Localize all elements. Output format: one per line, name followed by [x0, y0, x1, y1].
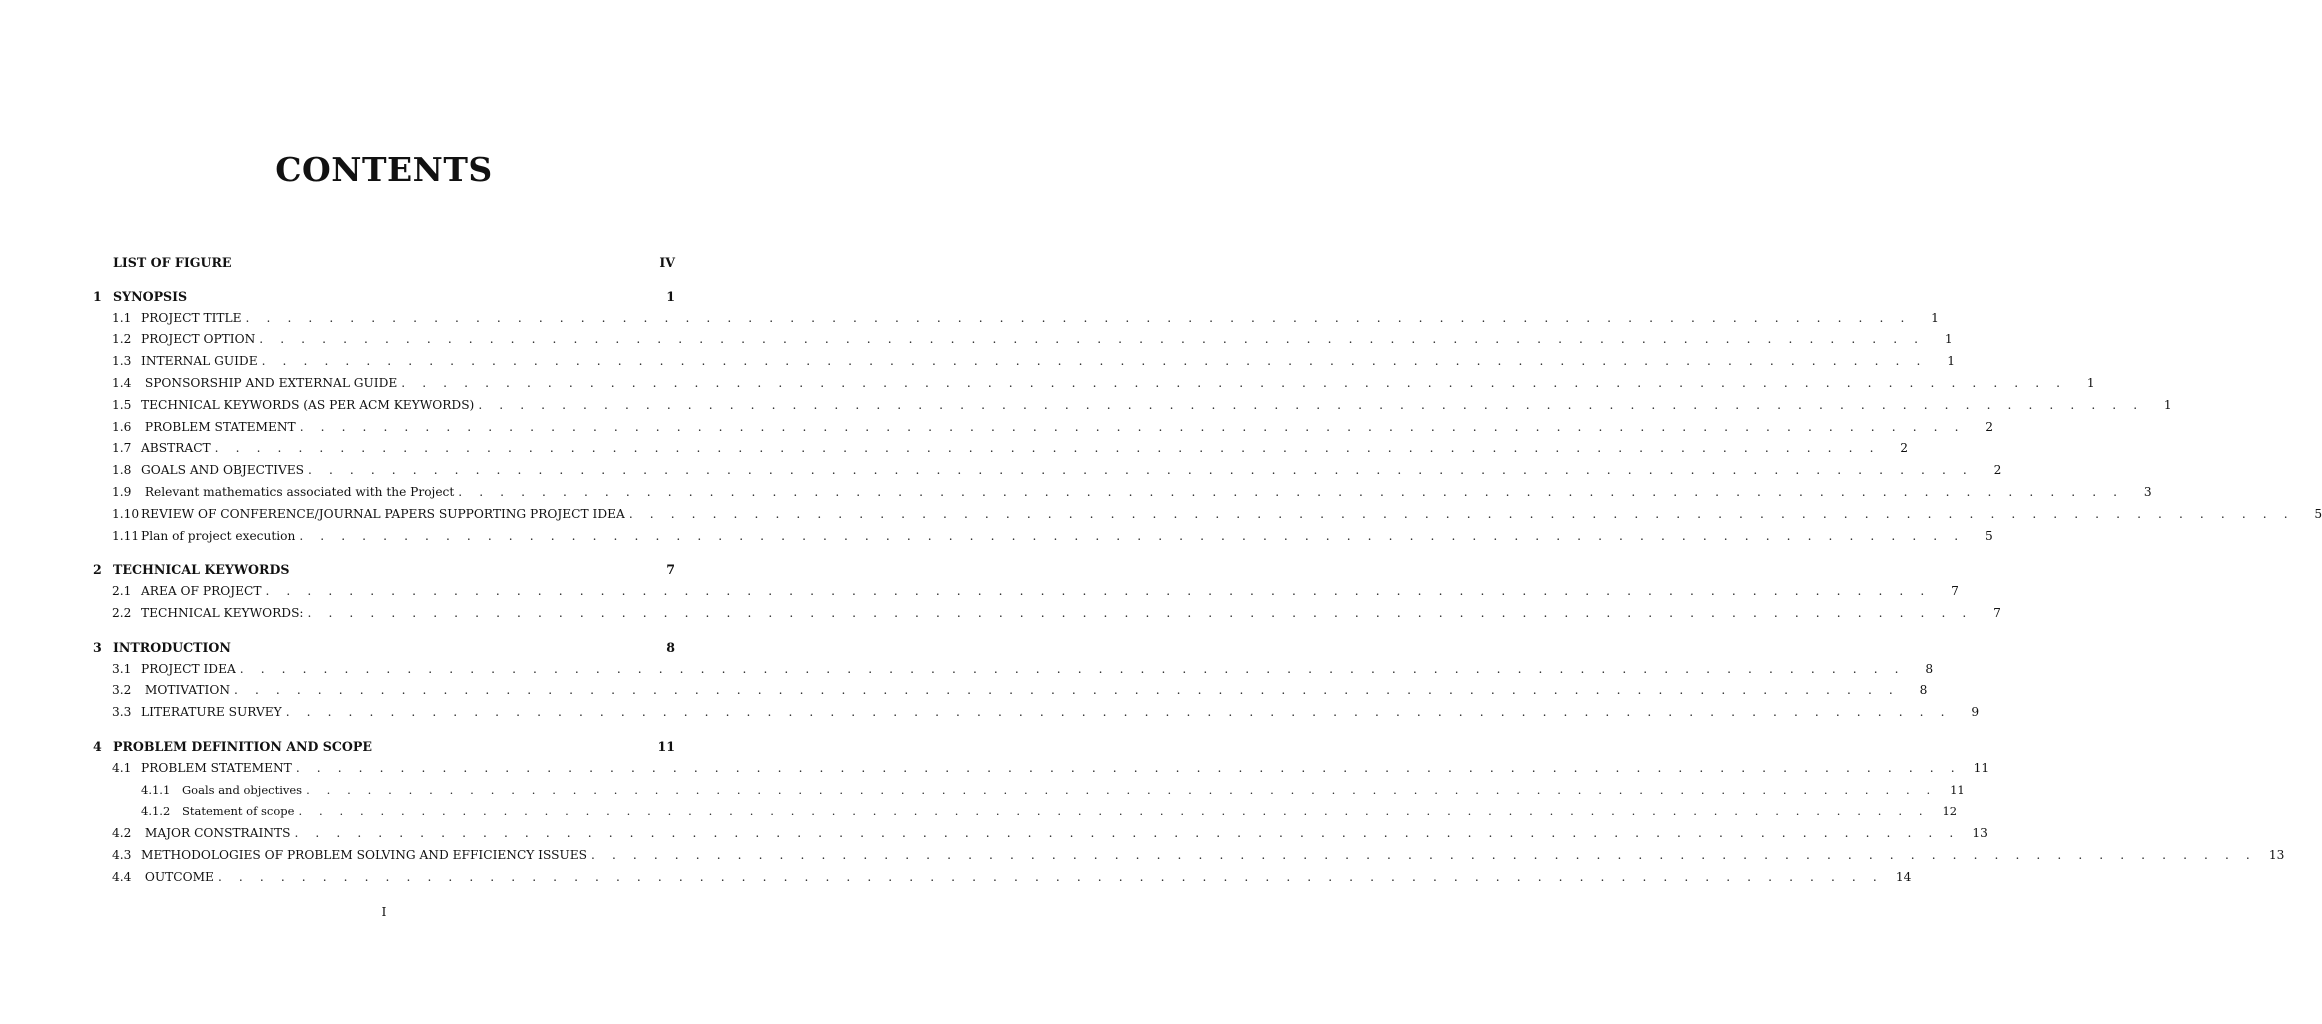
- toc-entry-page: 8: [1925, 661, 1934, 676]
- toc-dot-leader: . . . . . . . . . . . . . . . . . . . . . . . . . . . . . . . . . . . . . . . . . . . . . . . . . . . . . . . . . . . . . . . . . . . . . . . . . . . . . . . .: [299, 528, 1965, 543]
- toc-entry-page: 7: [666, 562, 675, 578]
- toc-entry-number: 1.10: [112, 506, 140, 521]
- toc-entry-page: 1: [1944, 332, 1953, 347]
- toc-entry-section: [93, 526, 1993, 548]
- toc-entry-section: [93, 460, 2002, 482]
- toc-entry-number: 4.1.2: [141, 804, 171, 819]
- toc-entry-title: REVIEW OF CONFERENCE/JOURNAL PAPERS SUPPORTING PROJECT IDEA: [141, 506, 625, 521]
- toc-entry-number: 4.4: [112, 869, 132, 884]
- toc-dot-leader: . . . . . . . . . . . . . . . . . . . . . . . . . . . . . . . . . . . . . . . . . . . . . . . . . . . . . . . . . . . . . . . . . . . . . . . . . . . . . . . .: [628, 506, 2295, 521]
- toc-entry-page: 5: [1984, 528, 1993, 543]
- toc-entry-title: AREA OF PROJECT: [141, 584, 262, 599]
- toc-entry-number: 4.1.1: [141, 782, 171, 797]
- table-of-contents: [93, 252, 2322, 889]
- toc-entry-section: [93, 603, 2001, 625]
- toc-entry-page: 5: [2314, 506, 2322, 521]
- toc-dot-leader: . . . . . . . . . . . . . . . . . . . . . . . . . . . . . . . . . . . . . . . . . . . . . . . . . . . . . . . . . . . . . . . . . . . . . . . . . . . . . . . .: [245, 310, 1911, 325]
- toc-entry-page: 12: [1942, 804, 1958, 819]
- toc-entry-number: 1.1: [112, 310, 132, 325]
- toc-entry-section: [93, 329, 1953, 351]
- toc-entry-number: 3.1: [112, 661, 132, 676]
- toc-entry-title: PROBLEM DEFINITION AND SCOPE: [113, 738, 372, 754]
- toc-entry-section: [93, 845, 2285, 867]
- toc-entry-page: 14: [1895, 869, 1912, 884]
- toc-entry-number: 3: [93, 639, 102, 655]
- toc-entry-title: Goals and objectives: [182, 782, 303, 797]
- toc-dot-leader: . . . . . . . . . . . . . . . . . . . . . . . . . . . . . . . . . . . . . . . . . . . . . . . . . . . . . . . . . . . . . . . . . . . . . . . . . . . . . . . .: [458, 484, 2124, 499]
- toc-entry-number: 2.2: [112, 605, 132, 620]
- toc-dot-leader: . . . . . . . . . . . . . . . . . . . . . . . . . . . . . . . . . . . . . . . . . . . . . . . . . . . . . . . . . . . . . . . . . . . . . . . . . . . . . . . .: [478, 397, 2144, 412]
- toc-dot-leader: . . . . . . . . . . . . . . . . . . . . . . . . . . . . . . . . . . . . . . . . . . . . . . . . . . . . . . . . . . . . . . . . . . . . . . . . . . . . . . . .: [299, 419, 1966, 434]
- toc-entry-number: 1.9: [112, 484, 132, 499]
- toc-entry-page: 11: [657, 738, 675, 754]
- toc-dot-leader: . . . . . . . . . . . . . . . . . . . . . . . . . . . . . . . . . . . . . . . . . . . . . . . . . . . . . . . . . . . . . . . . . . . . . . . . . . . . . . . .: [591, 847, 2257, 862]
- toc-entry-page: 1: [666, 288, 675, 304]
- toc-entry-chapter: [93, 637, 675, 659]
- toc-entry-number: 1.11: [112, 528, 140, 543]
- toc-dot-leader: . . . . . . . . . . . . . . . . . . . . . . . . . . . . . . . . . . . . . . . . . . . . . . . . . . . . . . . . . . . . . . . . . . . . . . . . . . . . . . . .: [401, 375, 2067, 390]
- toc-entry-subsection: [93, 780, 1965, 802]
- toc-entry-number: 4.3: [112, 847, 132, 862]
- toc-entry-title: Relevant mathematics associated with the Project: [141, 484, 455, 499]
- toc-entry-page: 11: [1950, 782, 1965, 797]
- toc-dot-leader: . . . . . . . . . . . . . . . . . . . . . . . . . . . . . . . . . . . . . . . . . . . . . . . . . . . . . . . . . . . . . . . . . . . . . . . . . . . . . . . .: [239, 661, 1906, 676]
- toc-entry-section: [93, 758, 1990, 780]
- toc-entry-title: LITERATURE SURVEY: [141, 705, 282, 720]
- toc-entry-title: INTRODUCTION: [113, 639, 231, 655]
- toc-entry-title: MOTIVATION: [141, 683, 230, 698]
- toc-entry-section: [93, 581, 1959, 603]
- toc-entry-page: 13: [1972, 826, 1988, 841]
- toc-entry-page: 1: [1947, 354, 1955, 369]
- toc-entry-title: SPONSORSHIP AND EXTERNAL GUIDE: [141, 375, 398, 390]
- toc-entry-title: PROJECT IDEA: [141, 661, 236, 676]
- toc-entry-number: 4: [93, 738, 102, 754]
- toc-entry-page: 1: [2086, 375, 2095, 390]
- toc-entry-number: 1.7: [112, 441, 132, 456]
- toc-entry-section: [93, 438, 1909, 460]
- toc-entry-title: LIST OF FIGURE: [113, 255, 232, 270]
- toc-entry-title: Plan of project execution: [141, 528, 296, 543]
- toc-entry-title: PROBLEM STATEMENT: [141, 419, 296, 434]
- toc-entry-section: [93, 373, 2095, 395]
- toc-entry-page: 1: [1931, 310, 1939, 325]
- toc-entry-page: 8: [666, 639, 675, 655]
- toc-entry-title: GOALS AND OBJECTIVES: [141, 463, 305, 478]
- toc-entry-page: 8: [1919, 683, 1928, 698]
- toc-entry-page: 3: [2143, 484, 2152, 499]
- toc-dot-leader: . . . . . . . . . . . . . . . . . . . . . . . . . . . . . . . . . . . . . . . . . . . . . . . . . . . . . . . . . . . . . . . . . . . . . . . . . . . . . . . .: [261, 354, 1927, 369]
- toc-dot-leader: . . . . . . . . . . . . . . . . . . . . . . . . . . . . . . . . . . . . . . . . . . . . . . . . . . . . . . . . . . . . . . . . . . . . . . . . . . . . . . . .: [307, 605, 1973, 620]
- toc-entry-title: ABSTRACT: [141, 441, 211, 456]
- toc-entry-page: 13: [2268, 847, 2285, 862]
- toc-entry-page: IV: [659, 255, 675, 270]
- toc-entry-chapter: [93, 286, 675, 308]
- toc-entry-subsection: [93, 801, 1958, 823]
- toc-entry-number: 1.6: [112, 419, 132, 434]
- toc-entry-section: [93, 351, 1955, 373]
- toc-entry-title: PROJECT OPTION: [141, 332, 256, 347]
- toc-dot-leader: . . . . . . . . . . . . . . . . . . . . . . . . . . . . . . . . . . . . . . . . . . . . . . . . . . . . . . . . . . . . . . . . . . . . . . . . . . . . . . . .: [265, 584, 1931, 599]
- toc-dot-leader: . . . . . . . . . . . . . . . . . . . . . . . . . . . . . . . . . . . . . . . . . . . . . . . . . . . . . . . . . . . . . . . . . . . . . . . . . . . . . . . .: [214, 441, 1881, 456]
- toc-entry-section: [93, 417, 1994, 439]
- toc-entry-number: 4.1: [112, 760, 132, 775]
- toc-entry-number: 2: [93, 562, 102, 578]
- toc-entry-section: [93, 395, 2172, 417]
- footer-page-number: I: [381, 904, 387, 919]
- toc-entry-number: 1.5: [112, 397, 132, 412]
- toc-entry-title: PROBLEM STATEMENT: [141, 760, 292, 775]
- toc-entry-number: 1.4: [112, 375, 132, 390]
- toc-dot-leader: . . . . . . . . . . . . . . . . . . . . . . . . . . . . . . . . . . . . . . . . . . . . . . . . . . . . . . . . . . . . . . . . . . . . . . . . . . . . . . . .: [294, 826, 1960, 841]
- toc-entry-page: 2: [1985, 419, 1994, 434]
- toc-entry-title: TECHNICAL KEYWORDS (AS PER ACM KEYWORDS): [141, 397, 475, 412]
- toc-entry-chapter: [93, 736, 675, 758]
- toc-entry-title: TECHNICAL KEYWORDS: [113, 562, 290, 578]
- toc-entry-section: [93, 504, 2322, 526]
- toc-entry-number: 2.1: [112, 584, 132, 599]
- toc-dot-leader: . . . . . . . . . . . . . . . . . . . . . . . . . . . . . . . . . . . . . . . . . . . . . . . . . . . . . . . . . . . . . . . . . . . . . . . . . . . . . . . .: [285, 705, 1952, 720]
- toc-entry-number: 1: [93, 288, 102, 304]
- toc-entry-page: 2: [1900, 441, 1909, 456]
- toc-entry-title: OUTCOME: [141, 869, 214, 884]
- toc-entry-chapter: [93, 252, 675, 274]
- toc-entry-chapter: [93, 559, 675, 581]
- toc-entry-page: 7: [1951, 584, 1959, 599]
- toc-entry-section: [93, 702, 1980, 724]
- toc-entry-section: [93, 482, 2152, 504]
- toc-entry-section: [93, 308, 1939, 330]
- toc-entry-page: 7: [1993, 605, 2001, 620]
- toc-entry-number: 4.2: [112, 826, 132, 841]
- toc-entry-page: 11: [1973, 760, 1990, 775]
- toc-entry-title: Statement of scope: [182, 804, 295, 819]
- toc-entry-title: METHODOLOGIES OF PROBLEM SOLVING AND EFFICIENCY ISSUES: [141, 847, 588, 862]
- toc-entry-section: [93, 659, 1934, 681]
- toc-entry-title: TECHNICAL KEYWORDS:: [141, 605, 304, 620]
- toc-entry-number: 1.8: [112, 463, 132, 478]
- toc-entry-title: INTERNAL GUIDE: [141, 354, 258, 369]
- toc-entry-number: 3.3: [112, 705, 132, 720]
- toc-entry-page: 9: [1971, 705, 1980, 720]
- toc-entry-title: SYNOPSIS: [113, 288, 188, 304]
- toc-entry-section: [93, 823, 1988, 845]
- toc-dot-leader: . . . . . . . . . . . . . . . . . . . . . . . . . . . . . . . . . . . . . . . . . . . . . . . . . . . . . . . . . . . . . . . . . . . . . . . . . . . . . . . .: [298, 804, 1930, 819]
- toc-entry-section: [93, 867, 1912, 889]
- toc-entry-section: [93, 680, 1928, 702]
- toc-entry-number: 3.2: [112, 683, 132, 698]
- toc-entry-title: MAJOR CONSTRAINTS: [141, 826, 291, 841]
- toc-dot-leader: . . . . . . . . . . . . . . . . . . . . . . . . . . . . . . . . . . . . . . . . . . . . . . . . . . . . . . . . . . . . . . . . . . . . . . . . . . . . . . . .: [308, 463, 1974, 478]
- toc-dot-leader: . . . . . . . . . . . . . . . . . . . . . . . . . . . . . . . . . . . . . . . . . . . . . . . . . . . . . . . . . . . . . . . . . . . . . . . . . . . . . . . .: [217, 869, 1884, 884]
- toc-entry-page: 1: [2163, 397, 2172, 412]
- toc-entry-number: 1.2: [112, 332, 132, 347]
- toc-entry-number: 1.3: [112, 354, 132, 369]
- page-title: CONTENTS: [275, 150, 493, 189]
- toc-dot-leader: . . . . . . . . . . . . . . . . . . . . . . . . . . . . . . . . . . . . . . . . . . . . . . . . . . . . . . . . . . . . . . . . . . . . . . . . . . . . . . . .: [259, 332, 1925, 347]
- toc-dot-leader: . . . . . . . . . . . . . . . . . . . . . . . . . . . . . . . . . . . . . . . . . . . . . . . . . . . . . . . . . . . . . . . . . . . . . . . . . . . . . . . .: [234, 683, 1900, 698]
- toc-entry-title: PROJECT TITLE: [141, 310, 242, 325]
- toc-dot-leader: . . . . . . . . . . . . . . . . . . . . . . . . . . . . . . . . . . . . . . . . . . . . . . . . . . . . . . . . . . . . . . . . . . . . . . . . . . . . . . . .: [306, 782, 1937, 797]
- toc-dot-leader: . . . . . . . . . . . . . . . . . . . . . . . . . . . . . . . . . . . . . . . . . . . . . . . . . . . . . . . . . . . . . . . . . . . . . . . . . . . . . . . .: [295, 760, 1962, 775]
- toc-entry-page: 2: [1993, 463, 2002, 478]
